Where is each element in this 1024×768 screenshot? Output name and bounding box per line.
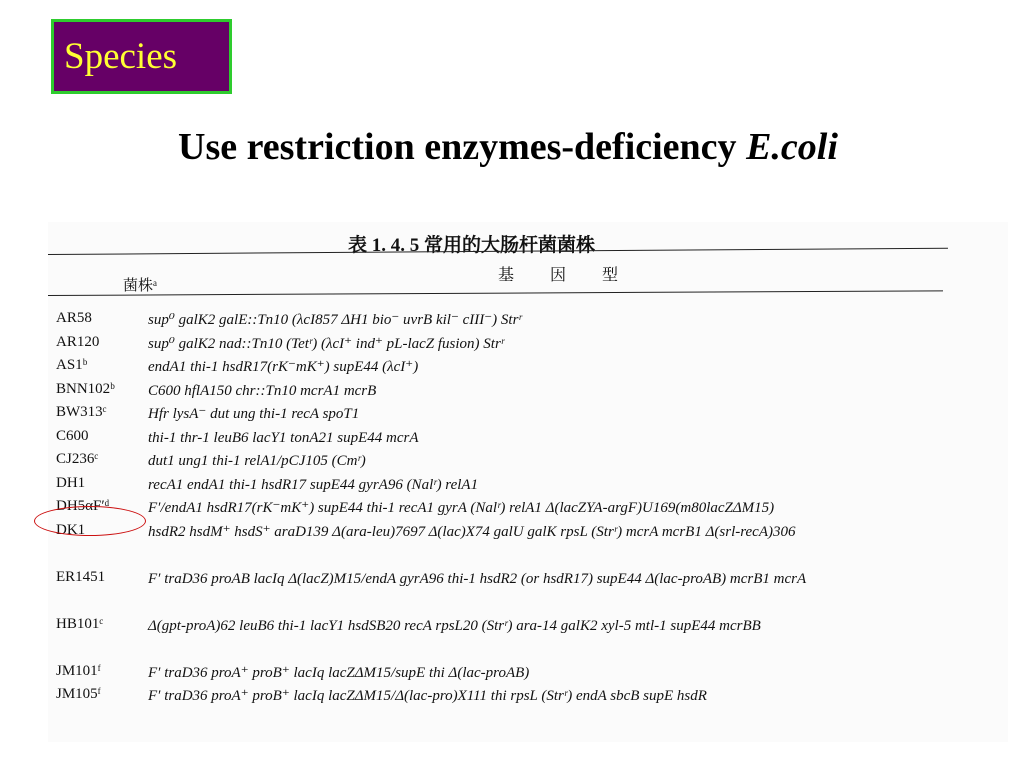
column-header-genotype: 基因型 [498,267,655,284]
highlight-oval [34,506,146,536]
strain-name: BW313ᶜ [56,404,107,420]
strain-name: JM105ᶠ [56,686,101,702]
genotype-text: Hfr lysA⁻ dut ung thi-1 recA spoT1 [148,406,360,422]
strain-name: HB101ᶜ [56,615,104,632]
table-caption: 表 1. 4. 5 常用的大肠杆菌菌株 [348,235,596,256]
table-row [48,518,1008,565]
table-row [48,400,1008,424]
genotype-text: F′/endA1 hsdR17(rK⁻mK⁺) supE44 thi-1 recA1 gyrA (Nalʳ) relA1 Δ(lacZYA-argF)U169(m80lacZΔM15) [148,500,775,516]
table-row [48,471,1008,495]
strain-name: C600 [56,427,89,444]
table-row [48,447,1008,471]
table-row [48,494,1008,518]
strain-name: AR120 [56,333,100,350]
strain-name: JM101ᶠ [56,662,101,679]
table-row [48,306,1008,330]
column-header-strain: 菌株ᵃ [123,278,158,294]
genotype-text: F′ traD36 proAB lacIq Δ(lacZ)M15/endA gyrA96 thi-1 hsdR2 (or hsdR17) supE44 Δ(lac-proAB) mcrB1 mcrA [148,570,807,587]
genotype-text: C600 hflA150 chr::Tn10 mcrA1 mcrB [148,382,377,399]
strain-name: DH1 [56,474,86,491]
table-row [48,424,1008,448]
genotype-text: Δ(gpt-proA)62 leuB6 thi-1 lacY1 hsdSB20 recA rpsL20 (Strʳ) ara-14 galK2 xyl-5 mtl-1 supE44 mcrBB [148,617,761,634]
table-row [48,682,1008,706]
genotype-text: hsdR2 hsdM⁺ hsdS⁺ araD139 Δ(ara-leu)7697 Δ(lac)X74 galU galK rpsL (Strʳ) mcrA mcrB1 Δ(srl-recA)306 [148,523,796,540]
genotype-text: dut1 ung1 thi-1 relA1/pCJ105 (Cmʳ) [148,453,366,469]
genotype-text: sup⁰ galK2 nad::Tn10 (Tetʳ) (λcI⁺ ind⁺ pL-lacZ fusion) Strʳ [148,335,505,352]
genotype-text: F′ traD36 proA⁺ proB⁺ lacIq lacZΔM15/supE thi Δ(lac-proAB) [148,664,530,681]
strain-name: DK1 [56,521,86,538]
table-row [48,330,1008,354]
table-row [48,659,1008,683]
strain-name: DH5αF′ᵈ [56,498,110,514]
slide-title [178,128,838,166]
table-row [48,353,1008,377]
table-row [48,612,1008,659]
table-row [48,377,1008,401]
genotype-text: sup⁰ galK2 galE::Tn10 (λcI857 ΔH1 bio⁻ uvrB kil⁻ cIII⁻) Strʳ [148,312,522,328]
strain-name: AR58 [56,310,92,326]
genotype-text: thi-1 thr-1 leuB6 lacY1 tonA21 supE44 mcrA [148,429,419,446]
strain-name: CJ236ᶜ [56,451,99,467]
genotype-text: F′ traD36 proA⁺ proB⁺ lacIq lacZΔM15/Δ(lac-pro)X111 thi rpsL (Strʳ) endA sbcB supE hsdR [148,688,707,704]
strain-name: BNN102ᵇ [56,380,115,397]
title-italic: E.coli [746,126,838,168]
species-badge [51,19,232,94]
genotype-text: recA1 endA1 thi-1 hsdR17 supE44 gyrA96 (Nalʳ) relA1 [148,476,479,493]
title-main: Use restriction enzymes-deficiency [178,126,737,168]
scanned-table [48,222,1008,742]
table-row [48,565,1008,612]
strain-name: ER1451 [56,568,106,585]
table-body [48,306,1008,706]
strain-name: AS1ᵇ [56,357,88,373]
species-label: Species [64,36,178,77]
genotype-text: endA1 thi-1 hsdR17(rK⁻mK⁺) supE44 (λcI⁺) [148,359,419,375]
table-header-rule [48,290,943,296]
